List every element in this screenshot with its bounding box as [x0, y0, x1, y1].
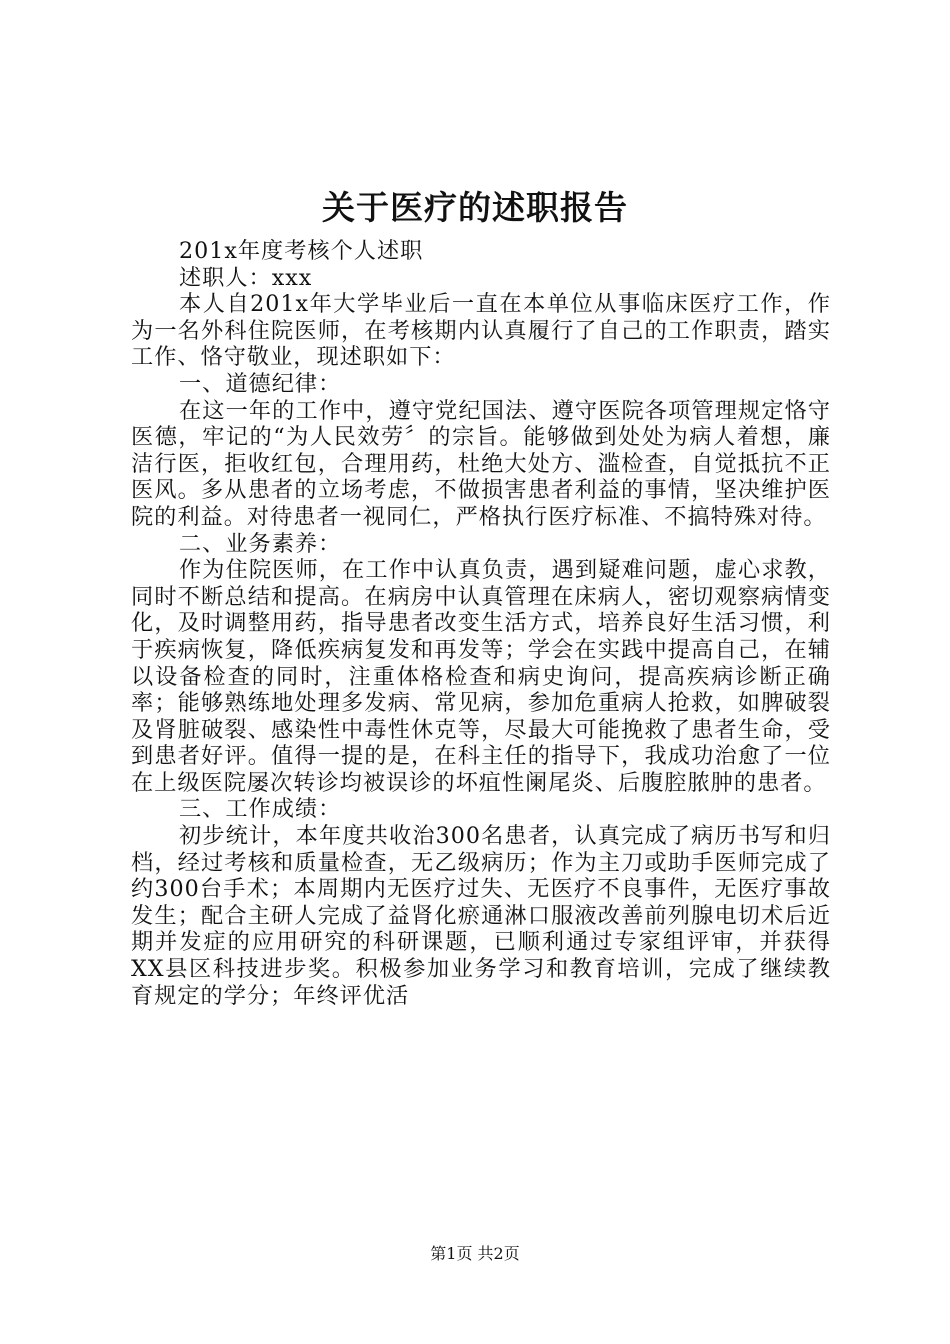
section-heading-achievements: 三、工作成绩：	[179, 796, 342, 823]
section-heading-professional: 二、业务素养：	[179, 530, 342, 557]
page-number-footer: 第1页 共2页	[430, 1244, 520, 1263]
intro-paragraph: 本人自201x年大学毕业后一直在本单位从事临床医疗工作，作为一名外科住院医师，在考核期内认真履行了自己的工作职责，踏实工作、恪守敬业，现述职如下：	[131, 291, 831, 371]
achievements-paragraph: 初步统计，本年度共收治300名患者，认真完成了病历书写和归档，经过考核和质量检查，无乙级病历；作为主刀或助手医师完成了约300台手术；本周期内无医疗过失、无医疗不良事件，无医疗事故发生；配合主研人完成了益肾化瘀通淋口服液改善前列腺电切术后近期并发症的应用研究的科研课题，已顺利通过专家组评审，并获得XX县区科技进步奖。积极参加业务学习和教育培训，完成了继续教育规定的学分；年终评优活	[131, 823, 831, 1009]
ethics-paragraph: 在这一年的工作中，遵守党纪国法、遵守医院各项管理规定恪守医德，牢记的“为人民效劳〞的宗旨。能够做到处处为病人着想，廉洁行医，拒收红包，合理用药，杜绝大处方、滥检查，自觉抵抗不正医风。多从患者的立场考虑，不做损害患者利益的事情，坚决维护医院的利益。对待患者一视同仁，严格执行医疗标准、不搞特殊对待。	[131, 397, 831, 530]
document-title: 关于医疗的述职报告	[322, 188, 628, 227]
document-body	[131, 238, 831, 1009]
professional-paragraph: 作为住院医师，在工作中认真负责，遇到疑难问题，虚心求教，同时不断总结和提高。在病房中认真管理在床病人，密切观察病情变化，及时调整用药，指导患者改变生活方式，培养良好生活习惯，利于疾病恢复，降低疾病复发和再发等；学会在实践中提高自己，在辅以设备检查的同时，注重体格检查和病史询问，提高疾病诊断正确率；能够熟练地处理多发病、常见病，参加危重病人抢救，如脾破裂及肾脏破裂、感染性中毒性休克等，尽最大可能挽救了患者生命，受到患者好评。值得一提的是，在科主任的指导下，我成功治愈了一位在上级医院屡次转诊均被误诊的坏疽性阑尾炎、后腹腔脓肿的患者。	[131, 557, 831, 796]
section-heading-ethics: 一、道德纪律：	[179, 370, 342, 397]
report-subtitle: 201x年度考核个人述职	[179, 238, 424, 264]
reporter-line: 述职人：xxx	[179, 264, 313, 291]
